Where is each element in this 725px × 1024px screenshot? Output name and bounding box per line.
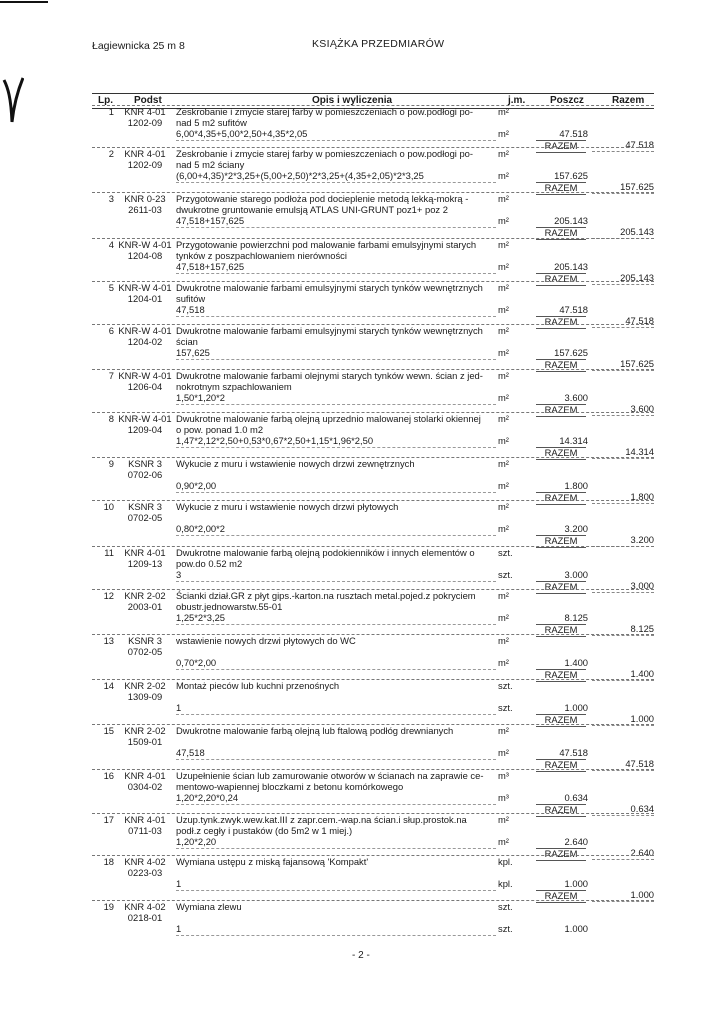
podst-position: 0702-05 [127, 645, 163, 657]
row-podst [114, 194, 176, 215]
razem-label: RAZEM [536, 669, 586, 682]
row-calculation: 3 [176, 570, 496, 582]
table-row [92, 679, 654, 724]
podst-position: 0304-02 [127, 780, 163, 792]
podst-position: 1204-08 [127, 249, 163, 261]
podst-catalog: KSNR 3 [128, 501, 162, 512]
podst-catalog: KNR 4-01 [124, 770, 166, 781]
row-razem: 1.400 [592, 669, 654, 681]
table-row [92, 769, 654, 814]
podst-position: 1202-09 [127, 158, 163, 170]
razem-label: RAZEM [536, 273, 586, 286]
row-unit: m² [498, 370, 509, 381]
description-line: Zeskrobanie i zmycie starej farby w pomieszczeniach o pow.podłogi po- [176, 148, 474, 159]
description-line: nad 5 m2 sufitów [176, 116, 247, 128]
razem-label: RAZEM [536, 182, 586, 195]
description-line [176, 913, 496, 924]
row-lp: 15 [103, 725, 114, 736]
row-podst [114, 326, 176, 347]
table-row [92, 546, 654, 591]
row-poszcz: 1.400 [564, 657, 588, 668]
row-lp: 17 [103, 814, 114, 825]
row-razem: 47.518 [592, 140, 654, 152]
row-unit: m² [498, 193, 509, 204]
row-poszcz: 3.200 [564, 523, 588, 534]
description-line: sufitów [176, 292, 206, 304]
row-calculation: 1,25*2*3,25 [176, 613, 496, 625]
podst-catalog: KSNR 3 [128, 458, 162, 469]
podst-position: 0223-03 [127, 866, 163, 878]
row-description [176, 283, 496, 317]
row-unit-calc: szt. [498, 569, 513, 580]
row-calculation: 1 [176, 924, 496, 936]
row-calculation: 47,518 [176, 305, 496, 317]
row-description [176, 326, 496, 360]
description-line: Ścianki dział.GR z płyt gips.-karton.na rusztach metal.pojed.z pokryciem [176, 590, 476, 601]
row-poszcz: 47.518 [559, 128, 588, 139]
row-description [176, 815, 496, 849]
row-description [176, 371, 496, 405]
podst-catalog: KNR 4-01 [124, 148, 166, 159]
row-unit: m² [498, 148, 509, 159]
row-podst [114, 636, 176, 657]
podst-position: 0702-05 [127, 511, 163, 523]
razem-label: RAZEM [536, 890, 586, 903]
row-calculation: (6,00+4,35)*2*3,25+(5,00+2,50)*2*3,25+(4,35+2,05)*2*3,25 [176, 171, 496, 183]
row-podst [114, 371, 176, 392]
row-unit: m² [498, 282, 509, 293]
row-lp: 10 [103, 501, 114, 512]
row-unit-calc: m² [498, 523, 509, 534]
razem-label: RAZEM [536, 447, 586, 460]
razem-label: RAZEM [536, 535, 586, 548]
table-row [92, 634, 654, 679]
razem-label: RAZEM [536, 404, 586, 417]
row-poszcz: 47.518 [559, 304, 588, 315]
row-description [176, 459, 496, 493]
row-poszcz: 2.640 [564, 836, 588, 847]
row-calculation: 1 [176, 703, 496, 715]
description-line: nad 5 m2 ściany [176, 158, 245, 170]
row-calculation: 47,518+157,625 [176, 216, 496, 228]
row-lp: 16 [103, 770, 114, 781]
podst-catalog: KNR-W 4-01 [118, 370, 172, 381]
razem-label: RAZEM [536, 581, 586, 594]
row-unit: m² [498, 590, 509, 601]
row-unit: m² [498, 458, 509, 469]
document-title: KSIĄŻKA PRZEDMIARÓW [312, 38, 445, 50]
checkmark-icon [2, 76, 24, 124]
row-poszcz: 3.600 [564, 392, 588, 403]
description-line: Dwukrotne malowanie farbą olejną uprzednio malowanej stolarki okiennej [176, 413, 481, 424]
description-line: Wymiana ustępu z miską fajansową 'Kompakt' [176, 856, 369, 867]
table-row [92, 105, 654, 150]
row-description [176, 149, 496, 183]
row-description [176, 107, 496, 141]
row-podst [114, 459, 176, 480]
description-line: wstawienie nowych drzwi płytowych do WC [176, 635, 356, 646]
podst-position: 1202-09 [127, 116, 163, 128]
row-lp: 1 [108, 106, 114, 117]
row-razem: 205.143 [592, 273, 654, 285]
row-unit: szt. [498, 680, 513, 691]
row-unit-calc: m² [498, 435, 509, 446]
row-description [176, 771, 496, 805]
row-description [176, 548, 496, 582]
podst-catalog: KNR 4-01 [124, 106, 166, 117]
description-line: Dwukrotne malowanie farbą olejną podokienników i innych elementów o [176, 547, 475, 558]
podst-catalog: KNR-W 4-01 [118, 282, 172, 293]
table-row [92, 457, 654, 502]
row-description [176, 194, 496, 228]
row-unit-calc: kpl. [498, 878, 513, 889]
row-unit-calc: m² [498, 215, 509, 226]
podst-position: 1209-13 [127, 557, 163, 569]
row-unit: m² [498, 501, 509, 512]
row-description [176, 414, 496, 448]
row-lp: 6 [108, 325, 114, 336]
row-razem: 3.600 [592, 404, 654, 416]
row-podst [114, 591, 176, 612]
podst-position: 1209-04 [127, 423, 163, 435]
row-lp: 3 [108, 193, 114, 204]
row-description [176, 681, 496, 715]
podst-position: 0711-03 [128, 824, 162, 836]
row-podst [114, 149, 176, 170]
col-opis: Opis i wyliczenia [312, 95, 393, 106]
row-razem: 3.000 [592, 581, 654, 593]
podst-catalog: KNR 4-02 [124, 856, 166, 867]
description-line: Wykucie z muru i wstawienie nowych drzwi płytowych [176, 501, 399, 512]
podst-catalog: KNR 4-01 [124, 547, 166, 558]
row-poszcz: 8.125 [564, 612, 588, 623]
address-header: Łagiewnicka 25 m 8 [92, 40, 185, 52]
row-podst [114, 726, 176, 747]
row-unit-calc: m² [498, 347, 509, 358]
description-line: Przygotowanie starego podłoża pod docieplenie metodą lekką-mokrą - [176, 193, 469, 204]
row-calculation: 47,518 [176, 748, 496, 760]
page-number: - 2 - [352, 950, 370, 961]
row-lp: 11 [104, 547, 114, 558]
podst-position: 1309-09 [127, 690, 163, 702]
row-calculation: 47,518+157,625 [176, 262, 496, 274]
razem-label: RAZEM [536, 359, 586, 372]
table-row [92, 147, 654, 192]
podst-catalog: KNR 0-23 [124, 193, 166, 204]
row-unit-calc: m³ [498, 792, 509, 803]
description-line: Dwukrotne malowanie farbą olejną lub ftalową podłóg drewnianych [176, 725, 454, 736]
description-line [176, 737, 496, 748]
description-line: Zeskrobanie i zmycie starej farby w pomieszczeniach o pow.podłogi po- [176, 106, 474, 117]
podst-catalog: KNR-W 4-01 [118, 325, 172, 336]
row-poszcz: 1.000 [564, 923, 588, 934]
row-lp: 9 [108, 458, 114, 469]
row-unit: m² [498, 325, 509, 336]
row-unit-calc: m² [498, 480, 509, 491]
razem-label: RAZEM [536, 759, 586, 772]
table-row [92, 724, 654, 769]
row-description [176, 240, 496, 274]
podst-position: 2003-01 [127, 600, 163, 612]
row-unit-calc: szt. [498, 923, 513, 934]
row-unit: m² [498, 635, 509, 646]
row-podst [114, 815, 176, 836]
row-description [176, 636, 496, 670]
podst-position: 0702-06 [127, 468, 163, 480]
row-razem: 1.000 [592, 890, 654, 902]
table-row [92, 324, 654, 369]
table-row [92, 589, 654, 634]
podst-position: 1206-04 [127, 380, 163, 392]
row-poszcz: 1.800 [564, 480, 588, 491]
row-poszcz: 47.518 [559, 747, 588, 758]
razem-label: RAZEM [536, 227, 586, 240]
razem-label: RAZEM [536, 140, 586, 153]
row-podst [114, 548, 176, 569]
row-razem: 8.125 [592, 624, 654, 636]
description-line: pow.do 0.52 m2 [176, 557, 243, 569]
table-row [92, 281, 654, 326]
col-lp: Lp. [98, 95, 113, 106]
description-line: Wymiana zlewu [176, 901, 242, 912]
description-line: Przygotowanie powierzchni pod malowanie farbami emulsyjnymi starych [176, 239, 477, 250]
row-poszcz: 0.634 [564, 792, 588, 803]
podst-position: 1509-01 [127, 735, 163, 747]
podst-catalog: KNR-W 4-01 [118, 413, 172, 424]
row-podst [114, 502, 176, 523]
podst-catalog: KNR 2-02 [124, 680, 166, 691]
row-lp: 2 [108, 148, 114, 159]
table-row [92, 500, 654, 545]
description-line: Wykucie z muru i wstawienie nowych drzwi zewnętrznych [176, 458, 415, 469]
podst-catalog: KNR 2-02 [124, 590, 166, 601]
row-unit-calc: m² [498, 392, 509, 403]
row-calculation: 157,625 [176, 348, 496, 360]
description-line: tynków z poszpachlowaniem nierówności [176, 249, 347, 261]
row-calculation: 6,00*4,35+5,00*2,50+4,35*2,05 [176, 129, 496, 141]
description-line: podł.z cegły i pustaków (do 5m2 w 1 miej.) [176, 824, 353, 836]
row-razem: 157.625 [592, 182, 654, 194]
row-unit: szt. [498, 901, 513, 912]
row-podst [114, 771, 176, 792]
description-line: Dwukrotne malowanie farbami olejnymi starych tynków wewn. ścian z jed- [176, 370, 483, 381]
row-unit-calc: m² [498, 170, 509, 181]
description-line: Dwukrotne malowanie farbami emulsyjnymi starych tynków wewnętrznych [176, 325, 483, 336]
row-unit-calc: szt. [498, 702, 513, 713]
row-unit: kpl. [498, 856, 513, 867]
razem-label: RAZEM [536, 848, 586, 861]
description-line: ścian [176, 335, 198, 347]
row-podst [114, 902, 176, 923]
description-line: Uzupełnienie ścian lub zamurowanie otworów w ścianach na zaprawie ce- [176, 770, 484, 781]
table-row [92, 238, 654, 283]
table-row [92, 192, 654, 237]
table-row [92, 855, 654, 900]
row-razem: 14.314 [592, 447, 654, 459]
table-row [92, 412, 654, 457]
row-razem: 205.143 [592, 227, 654, 239]
row-podst [114, 283, 176, 304]
row-poszcz: 1.000 [564, 702, 588, 713]
col-jm: j.m. [508, 95, 526, 106]
row-unit-calc: m² [498, 261, 509, 272]
podst-position: 1204-01 [127, 292, 163, 304]
podst-position: 1204-02 [127, 335, 163, 347]
col-razem: Razem [612, 95, 645, 106]
row-poszcz: 157.625 [554, 347, 588, 358]
description-line: mentowo-wapiennej bloczkami z betonu komórkowego [176, 780, 404, 792]
razem-label: RAZEM [536, 624, 586, 637]
row-calculation: 0,70*2,00 [176, 658, 496, 670]
row-razem: 3.200 [592, 535, 654, 547]
description-line: dwukrotne gruntowanie emulsją ATLAS UNI-GRUNT poz1+ poz 2 [176, 203, 448, 215]
row-razem: 1.800 [592, 492, 654, 504]
razem-label: RAZEM [536, 714, 586, 727]
row-unit-calc: m² [498, 128, 509, 139]
row-calculation: 1,20*2,20 [176, 837, 496, 849]
col-poszcz: Poszcz [550, 95, 584, 106]
podst-position: 2611-03 [128, 203, 162, 215]
row-razem: 47.518 [592, 759, 654, 771]
row-podst [114, 240, 176, 261]
podst-catalog: KNR 4-02 [124, 901, 166, 912]
table-row [92, 369, 654, 414]
row-lp: 12 [103, 590, 114, 601]
row-unit-calc: m² [498, 836, 509, 847]
row-unit: szt. [498, 547, 513, 558]
description-line: Uzup.tynk.zwyk.wew.kat.III z zapr.cem.-wap.na ścian.i słup.prostok.na [176, 814, 467, 825]
row-poszcz: 205.143 [554, 261, 588, 272]
row-razem: 157.625 [592, 359, 654, 371]
row-description [176, 502, 496, 536]
row-calculation: 1,50*1,20*2 [176, 393, 496, 405]
row-lp: 8 [108, 413, 114, 424]
podst-catalog: KNR 4-01 [124, 814, 166, 825]
description-line: obustr.jednowarstw.55-01 [176, 600, 283, 612]
row-unit: m² [498, 725, 509, 736]
row-calculation: 0,90*2,00 [176, 481, 496, 493]
razem-label: RAZEM [536, 316, 586, 329]
row-poszcz: 1.000 [564, 878, 588, 889]
row-unit-calc: m² [498, 657, 509, 668]
row-podst [114, 414, 176, 435]
row-podst [114, 107, 176, 128]
description-line [176, 513, 496, 524]
row-lp: 5 [108, 282, 114, 293]
row-description [176, 726, 496, 760]
description-line [176, 470, 496, 481]
row-lp: 19 [103, 901, 114, 912]
description-line: Montaż pieców lub kuchni przenośnych [176, 680, 340, 691]
row-poszcz: 3.000 [564, 569, 588, 580]
row-unit-calc: m² [498, 747, 509, 758]
table-row [92, 900, 654, 945]
col-podst: Podst [134, 95, 162, 106]
podst-catalog: KSNR 3 [128, 635, 162, 646]
scan-artifact [0, 1, 48, 3]
row-lp: 14 [103, 680, 114, 691]
row-lp: 7 [108, 370, 114, 381]
description-line [176, 868, 496, 879]
row-unit-calc: m² [498, 612, 509, 623]
description-line: Dwukrotne malowanie farbami emulsyjnymi starych tynków wewnętrznych [176, 282, 483, 293]
row-poszcz: 14.314 [559, 435, 588, 446]
razem-label: RAZEM [536, 492, 586, 505]
description-line: o pow. ponad 1.0 m2 [176, 423, 264, 435]
row-lp: 13 [103, 635, 114, 646]
row-poszcz: 205.143 [554, 215, 588, 226]
row-podst [114, 857, 176, 878]
description-line [176, 692, 496, 703]
row-unit: m² [498, 106, 509, 117]
row-calculation: 1,20*2,20*0,24 [176, 793, 496, 805]
row-poszcz: 157.625 [554, 170, 588, 181]
row-razem: 0.634 [592, 804, 654, 816]
row-calculation: 1 [176, 879, 496, 891]
row-calculation: 0,80*2,00*2 [176, 524, 496, 536]
row-lp: 4 [108, 239, 114, 250]
row-description [176, 902, 496, 936]
row-razem: 1.000 [592, 714, 654, 726]
row-description [176, 857, 496, 891]
podst-catalog: KNR-W 4-01 [118, 239, 172, 250]
table-row [92, 813, 654, 858]
row-lp: 18 [103, 856, 114, 867]
row-razem: 2.640 [592, 848, 654, 860]
row-podst [114, 681, 176, 702]
podst-catalog: KNR 2-02 [124, 725, 166, 736]
razem-label: RAZEM [536, 804, 586, 817]
row-unit: m² [498, 413, 509, 424]
description-line [176, 647, 496, 658]
description-line: nokrotnym szpachlowaniem [176, 380, 292, 392]
row-unit: m³ [498, 770, 509, 781]
row-unit: m² [498, 814, 509, 825]
row-calculation: 1,47*2,12*2,50+0,53*0,67*2,50+1,15*1,96*2,50 [176, 436, 496, 448]
podst-position: 0218-01 [127, 911, 163, 923]
row-unit-calc: m² [498, 304, 509, 315]
row-razem: 47.518 [592, 316, 654, 328]
row-unit: m² [498, 239, 509, 250]
row-description [176, 591, 496, 625]
